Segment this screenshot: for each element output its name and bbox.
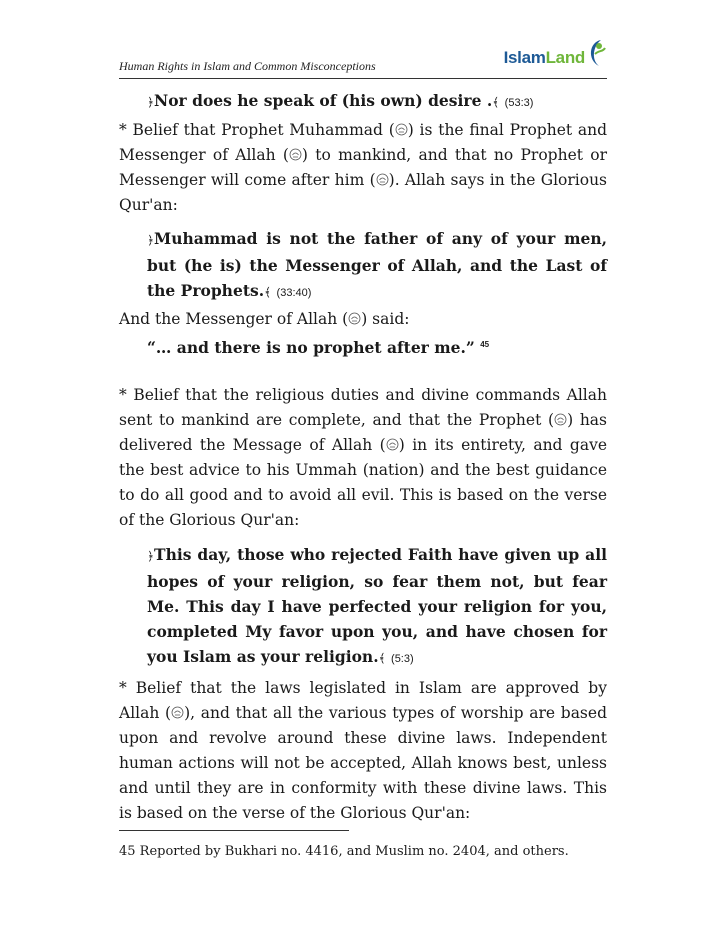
pbuh-icon: [348, 312, 361, 325]
swt-icon: [289, 148, 302, 161]
verse-reference: (53:3): [504, 97, 534, 109]
crescent-icon: [583, 34, 607, 70]
footnote-marker[interactable]: 45: [480, 340, 490, 349]
quran-quote: ﴿This day, those who rejected Faith have given up all hopes of your religion, so fear them not, but fear Me. This day I have perfected your religion for you, completed My favor upon you, and have chosen for you Islam as your religion.﴾ (5:3): [147, 545, 607, 667]
quran-quote: ﴿Muhammad is not the father of any of your men, but (he is) the Messenger of Allah, and the Last of the Prophets.﴾ (33:40): [147, 229, 607, 300]
belief-paragraph: * Belief that the religious duties and divine commands Allah sent to mankind are complete, and that the Prophet ( ) has delivered the Message of Allah ( ) in its entirety, and gave the best advice to his Ummah (nation) and the best guidance to do all good and to avoid all evil. This is based on the verse of the Glorious Qur'an:: [119, 386, 608, 530]
pbuh-icon: [376, 173, 389, 186]
swt-icon: [386, 438, 399, 451]
islamland-logo: [503, 34, 607, 74]
page-header: [119, 34, 607, 79]
verse-reference: (5:3): [391, 653, 414, 666]
hadith-quote: “… and there is no prophet after me.” $^{45}$: [147, 338, 490, 358]
footnote: 45 Reported by Bukhari no. 4416, and Muslim no. 2404, and others.: [119, 844, 569, 859]
page-body: [119, 86, 607, 826]
logo-wordmark: IslamLand: [503, 48, 585, 67]
hadith-intro: And the Messenger of Allah ( ) said:: [119, 310, 410, 328]
belief-paragraph: * Belief that Prophet Muhammad ( ) is the final Prophet and Messenger of Allah ( ) to mankind, and that no Prophet or Messenger will come after him ( ). Allah says in the Glorious Qur'an:: [119, 121, 608, 214]
verse-reference: (33:40): [276, 287, 312, 299]
running-title: Human Rights in Islam and Common Misconceptions: [119, 59, 376, 73]
pbuh-icon: [395, 123, 408, 136]
belief-paragraph: * Belief that the laws legislated in Islam are approved by Allah ( ), and that all the various types of worship are based upon and revolve around these divine laws. Independent human actions will not be accepted, Allah knows best, unless and until they are in conformity with these divine laws. This is based on the verse of the Glorious Qur'an:: [119, 679, 607, 823]
footnote-divider: [119, 830, 349, 831]
pbuh-icon: [554, 413, 567, 426]
quran-quote: ﴿Nor does he speak of (his own) desire .﴾ (53:3): [147, 91, 534, 110]
swt-icon: [171, 706, 184, 719]
